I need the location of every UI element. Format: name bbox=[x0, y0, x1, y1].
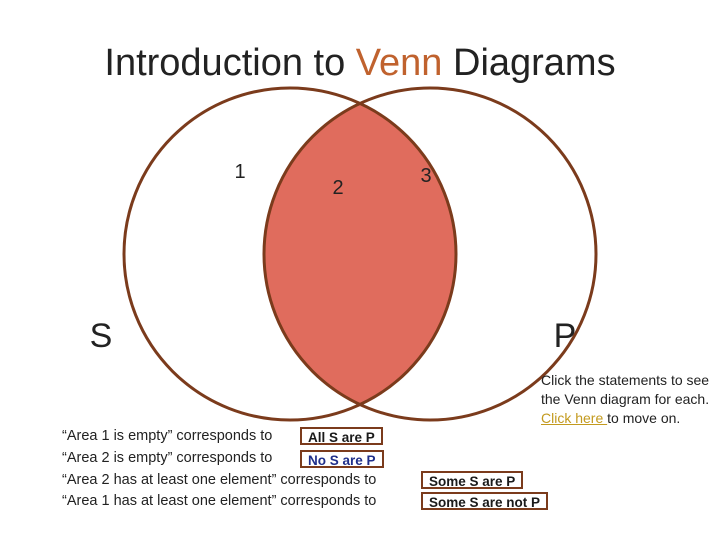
set-s-label: S bbox=[89, 317, 113, 355]
title-part2: Diagrams bbox=[442, 42, 616, 84]
statement-4-text: “Area 1 has at least one element” corresponds to bbox=[62, 493, 377, 509]
set-p-label: P bbox=[553, 317, 577, 355]
click-here-link[interactable]: Click here bbox=[541, 410, 608, 426]
no-s-are-p-button[interactable]: No S are P bbox=[300, 450, 384, 468]
some-s-are-not-p-button[interactable]: Some S are not P bbox=[421, 492, 548, 510]
title-part1: Introduction to bbox=[104, 42, 356, 84]
instructions-text bbox=[541, 371, 719, 428]
statement-3-text: “Area 2 has at least one element” corresponds to bbox=[62, 472, 377, 488]
title-accent: Venn bbox=[355, 42, 443, 84]
area-2-label: 2 bbox=[332, 177, 344, 199]
statement-1-text: “Area 1 is empty” corresponds to bbox=[62, 428, 273, 444]
instructions-text-before: Click the statements to see the Venn diagram for each. bbox=[541, 372, 710, 407]
all-s-are-p-button[interactable]: All S are P bbox=[300, 427, 383, 445]
statement-2-text: “Area 2 is empty” corresponds to bbox=[62, 450, 273, 466]
some-s-are-p-button[interactable]: Some S are P bbox=[421, 471, 523, 489]
instructions-text-after: to move on. bbox=[607, 410, 681, 426]
area-3-label: 3 bbox=[420, 165, 432, 187]
area-1-label: 1 bbox=[234, 161, 246, 183]
